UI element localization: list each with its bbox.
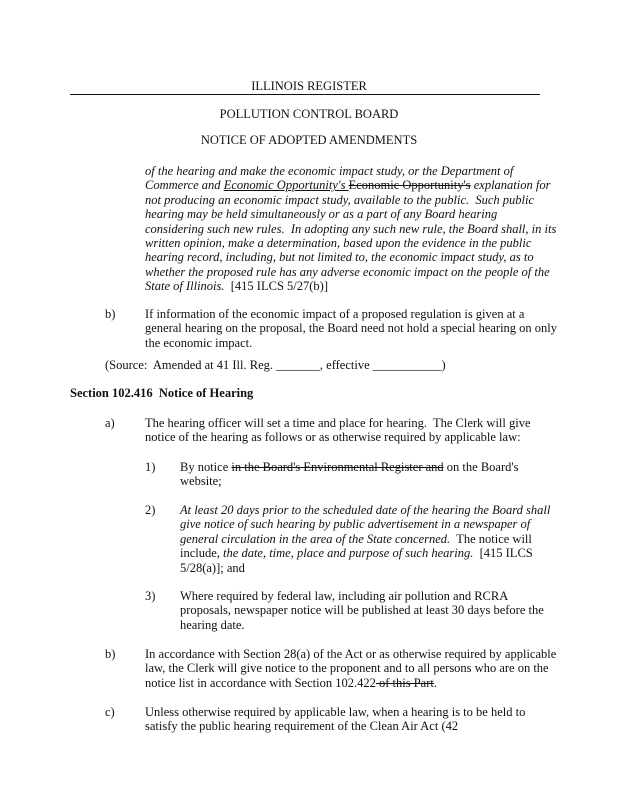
text-line <box>145 661 556 675</box>
text-segment: proposals, newspaper notice will be published at least 30 days before the <box>180 603 544 618</box>
text-segment: . <box>433 675 437 690</box>
text-segment: explanation for <box>470 178 551 193</box>
text-segment: give notice of such hearing by public advertisement in a newspaper of <box>180 517 531 532</box>
text-line <box>145 307 557 321</box>
struck-text: Economic Opportunity's <box>348 178 471 193</box>
text-line <box>180 474 518 488</box>
paragraph-label: b) <box>105 307 116 321</box>
text-line <box>145 178 556 192</box>
paragraph-label: a) <box>105 416 115 430</box>
header-rule <box>70 94 540 95</box>
text-line <box>145 164 556 178</box>
text-segment: law, the Clerk will give notice to the proponent and to all persons who are on the <box>145 661 549 676</box>
text-line <box>145 647 556 661</box>
text-segment: written opinion, make a determination, based upon the evidence in the public <box>145 236 532 251</box>
text-segment: Commerce and <box>145 178 224 193</box>
text-segment: include, <box>180 546 224 561</box>
text-segment: State of Illinois. <box>145 279 225 294</box>
text-line <box>145 416 531 430</box>
agency-title: POLLUTION CONTROL BOARD <box>219 107 399 121</box>
text-line <box>145 719 525 733</box>
text-segment: Where required by federal law, including air pollution and RCRA <box>180 589 509 603</box>
text-line <box>180 561 550 575</box>
text-segment: website; <box>180 474 222 489</box>
text-segment: [415 ILCS <box>473 546 533 561</box>
paragraph-c <box>145 705 525 734</box>
register-header: ILLINOIS REGISTER <box>251 79 367 93</box>
text-line <box>145 222 556 236</box>
paragraph-b-notice <box>145 647 556 690</box>
text-line <box>145 321 557 335</box>
text-line <box>145 265 556 279</box>
text-segment: By notice <box>180 460 232 474</box>
text-segment: The notice will <box>450 531 532 546</box>
text-segment: hearing may be held simultaneously or as a part of any Board hearing <box>145 207 498 222</box>
text-segment: In accordance with Section 28(a) of the Act or as otherwise required by applicable <box>145 647 557 661</box>
text-segment: If information of the economic impact of a proposed regulation is given at a <box>145 307 525 321</box>
notice-title: NOTICE OF ADOPTED AMENDMENTS <box>200 133 418 147</box>
italic-quote <box>145 164 556 294</box>
text-segment: the economic impact. <box>145 335 253 350</box>
text-segment: notice list in accordance with Section 102.422 <box>145 675 376 690</box>
text-line <box>180 546 550 560</box>
text-line <box>145 279 556 293</box>
paragraph-a <box>145 416 531 445</box>
paragraph-label: b) <box>105 647 116 661</box>
text-segment: on the Board's <box>443 460 519 474</box>
paragraph-label: 2) <box>145 503 156 517</box>
text-line <box>145 676 556 690</box>
text-segment: notice of the hearing as follows or as otherwise required by applicable law: <box>145 430 521 445</box>
text-line <box>180 517 550 531</box>
text-line <box>145 207 556 221</box>
text-line <box>70 386 253 400</box>
text-line <box>105 358 446 372</box>
text-line <box>145 236 556 250</box>
struck-text: in the Board's Environmental Register and <box>231 460 444 474</box>
text-segment: of the hearing and make the economic impact study, or the Department of <box>145 164 514 178</box>
paragraph-label: c) <box>105 705 115 719</box>
text-segment: hearing date. <box>180 617 245 632</box>
text-segment: whether the proposed rule has any adverse economic impact on the people of the <box>145 264 550 279</box>
text-segment: [415 ILCS 5/27(b)] <box>224 279 328 294</box>
text-line <box>180 503 550 517</box>
item-2 <box>180 503 550 575</box>
text-segment: hearing record, including, but not limited to, the economic impact study, as to <box>145 250 534 265</box>
text-line <box>180 618 544 632</box>
text-segment: not producing an economic impact study, available to the public. Such public <box>145 192 535 207</box>
text-line <box>180 589 544 603</box>
text-line <box>145 336 557 350</box>
text-segment: considering such new rules. In adopting any such new rule, the Board shall, in its <box>145 221 557 236</box>
text-line <box>145 705 525 719</box>
text-segment: (Source: Amended at 41 Ill. Reg. _______, effective ___________) <box>105 358 446 372</box>
source-note <box>105 358 446 372</box>
text-line <box>180 603 544 617</box>
text-line <box>180 532 550 546</box>
item-1 <box>180 460 518 489</box>
item-3 <box>180 589 544 632</box>
text-line <box>180 460 518 474</box>
paragraph-label: 1) <box>145 460 156 474</box>
text-segment: 5/28(a)]; and <box>180 560 245 575</box>
paragraph-label: 3) <box>145 589 156 603</box>
text-segment: satisfy the public hearing requirement of the Clean Air Act (42 <box>145 719 459 734</box>
text-line <box>145 193 556 207</box>
text-segment: general circulation in the area of the State concerned. <box>180 531 451 546</box>
section-heading <box>70 386 253 400</box>
text-segment: the date, time, place and purpose of such hearing. <box>223 546 474 561</box>
text-segment: general hearing on the proposal, the Board need not hold a special hearing on only <box>145 321 558 336</box>
text-segment: Unless otherwise required by applicable law, when a hearing is to be held to <box>145 705 526 719</box>
text-line <box>145 250 556 264</box>
inserted-text: Economic Opportunity's <box>223 178 349 193</box>
paragraph-b-economic <box>145 307 557 350</box>
text-line <box>145 430 531 444</box>
text-segment: Section 102.416 Notice of Hearing <box>70 386 254 400</box>
struck-text: of this Part <box>375 675 434 690</box>
text-segment: The hearing officer will set a time and place for hearing. The Clerk will give <box>145 416 531 430</box>
text-segment: At least 20 days prior to the scheduled date of the hearing the Board shall <box>180 503 551 517</box>
